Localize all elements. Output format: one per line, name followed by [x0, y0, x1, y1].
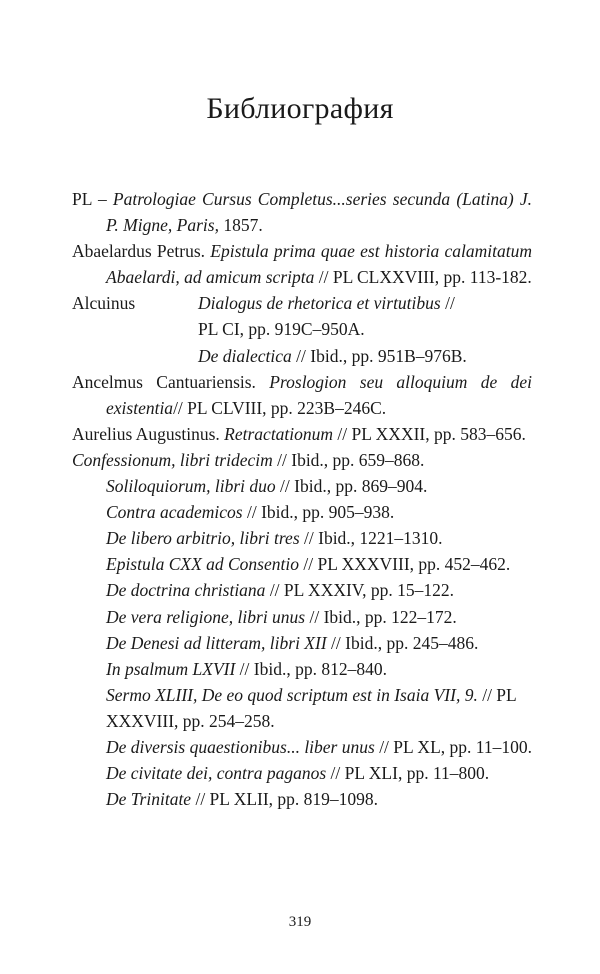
- entry-author: Alcuinus: [72, 293, 136, 314]
- bibliography-entry: [72, 734, 532, 760]
- bibliography-entry: [72, 290, 532, 368]
- entry-text: // Ibid., pp. 245–486.: [326, 632, 479, 653]
- entry-text: // PL CLXXVIII, pp. 113-182.: [314, 267, 532, 288]
- entry-text: // Ibid., pp. 951B–976B.: [291, 345, 467, 366]
- work-title: Soliloquiorum, libri duo: [106, 476, 276, 497]
- bibliography-entry: [72, 577, 532, 603]
- entry-text: // PL XXXII, pp. 583–656.: [333, 423, 526, 444]
- work-title: De Trinitate: [106, 789, 192, 810]
- work-title: In psalmum LXVII: [106, 658, 236, 679]
- work-title: Confessionum, libri tridecim: [72, 449, 273, 470]
- work-title: De doctrina christiana: [106, 580, 266, 601]
- bibliography-entry: [72, 630, 532, 656]
- work-title: De vera religione, libri unus: [106, 606, 306, 627]
- bibliography-entry: [72, 604, 532, 630]
- bibliography-entry: [72, 447, 532, 473]
- work-title: Epistula CXX ad Consentio: [106, 554, 299, 575]
- entry-text: // Ibid., pp. 812–840.: [235, 658, 387, 679]
- bibliography-entry: [72, 525, 532, 551]
- entry-text: // PL XLII, pp. 819–1098.: [191, 789, 379, 810]
- entry-text: Abaelardus Petrus.: [72, 241, 211, 262]
- bibliography-entry: [72, 786, 532, 812]
- entry-text: //: [440, 293, 455, 314]
- page-title: Библиография: [206, 92, 394, 125]
- work-title: De diversis quaestionibus... liber unus: [106, 736, 375, 757]
- work-line: [198, 316, 532, 342]
- work-title: Sermo XLIII, De eo quod scriptum est in Isaia VII, 9.: [106, 684, 478, 705]
- bibliography-list: [72, 186, 532, 812]
- entry-text: Ancelmus Cantuariensis.: [72, 371, 270, 392]
- bibliography-entry: [72, 238, 532, 290]
- work-title: De libero arbitrio, libri tres: [106, 528, 300, 549]
- work-title: Epistula prima quae est historia calamitatum Abaelardi, ad amicum scripta: [106, 241, 532, 288]
- bibliography-entry: [72, 473, 532, 499]
- entry-works: [198, 290, 532, 368]
- work-title: Proslogion seu alloquium de dei existentia: [106, 371, 532, 418]
- work-title: De dialectica: [198, 345, 292, 366]
- entry-text: // PL XXXVIII, pp. 452–462.: [299, 554, 511, 575]
- bibliography-entry: [72, 421, 532, 447]
- entry-text: // PL XL, pp. 11–100.: [374, 736, 532, 757]
- entry-text: 1857.: [218, 215, 263, 236]
- work-line: [198, 290, 532, 316]
- work-line: [198, 343, 532, 369]
- entry-text: // PL XLI, pp. 11–800.: [326, 763, 490, 784]
- entry-text: // Ibid., 1221–1310.: [299, 528, 443, 549]
- work-title: Contra academicos: [106, 502, 243, 523]
- work-title: Dialogus de rhetorica et virtutibus: [198, 293, 441, 314]
- entry-text: // PL XXXVIII, pp. 254–258.: [106, 684, 517, 731]
- entry-text: // Ibid., pp. 659–868.: [272, 449, 425, 470]
- bibliography-entry: [72, 499, 532, 525]
- page-number: 319: [288, 914, 312, 930]
- entry-text: Aurelius Augustinus.: [72, 423, 225, 444]
- bibliography-entry: [72, 656, 532, 682]
- work-title: Retractationum: [224, 423, 334, 444]
- bibliography-entry: [72, 760, 532, 786]
- entry-text: PL –: [72, 189, 113, 209]
- entry-text: // Ibid., pp. 122–172.: [305, 606, 457, 627]
- bibliography-entry: [72, 551, 532, 577]
- entry-text: // Ibid., pp. 905–938.: [242, 502, 395, 523]
- bibliography-entry: [72, 369, 532, 421]
- entry-text: // PL XXXIV, pp. 15–122.: [265, 580, 455, 601]
- entry-text: // Ibid., pp. 869–904.: [275, 476, 428, 497]
- work-title: De civitate dei, contra paganos: [106, 763, 327, 784]
- work-title: Patrologiae Cursus Completus...series secunda (Latina) J. P. Migne, Paris,: [106, 189, 532, 236]
- entry-text: // PL CLVIII, pp. 223B–246C.: [173, 397, 387, 418]
- work-title: De Denesi ad litteram, libri XII: [106, 632, 327, 653]
- bibliography-entry: [72, 186, 532, 238]
- bibliography-entry: [72, 682, 532, 734]
- entry-text: PL CI, pp. 919C–950A.: [198, 319, 365, 340]
